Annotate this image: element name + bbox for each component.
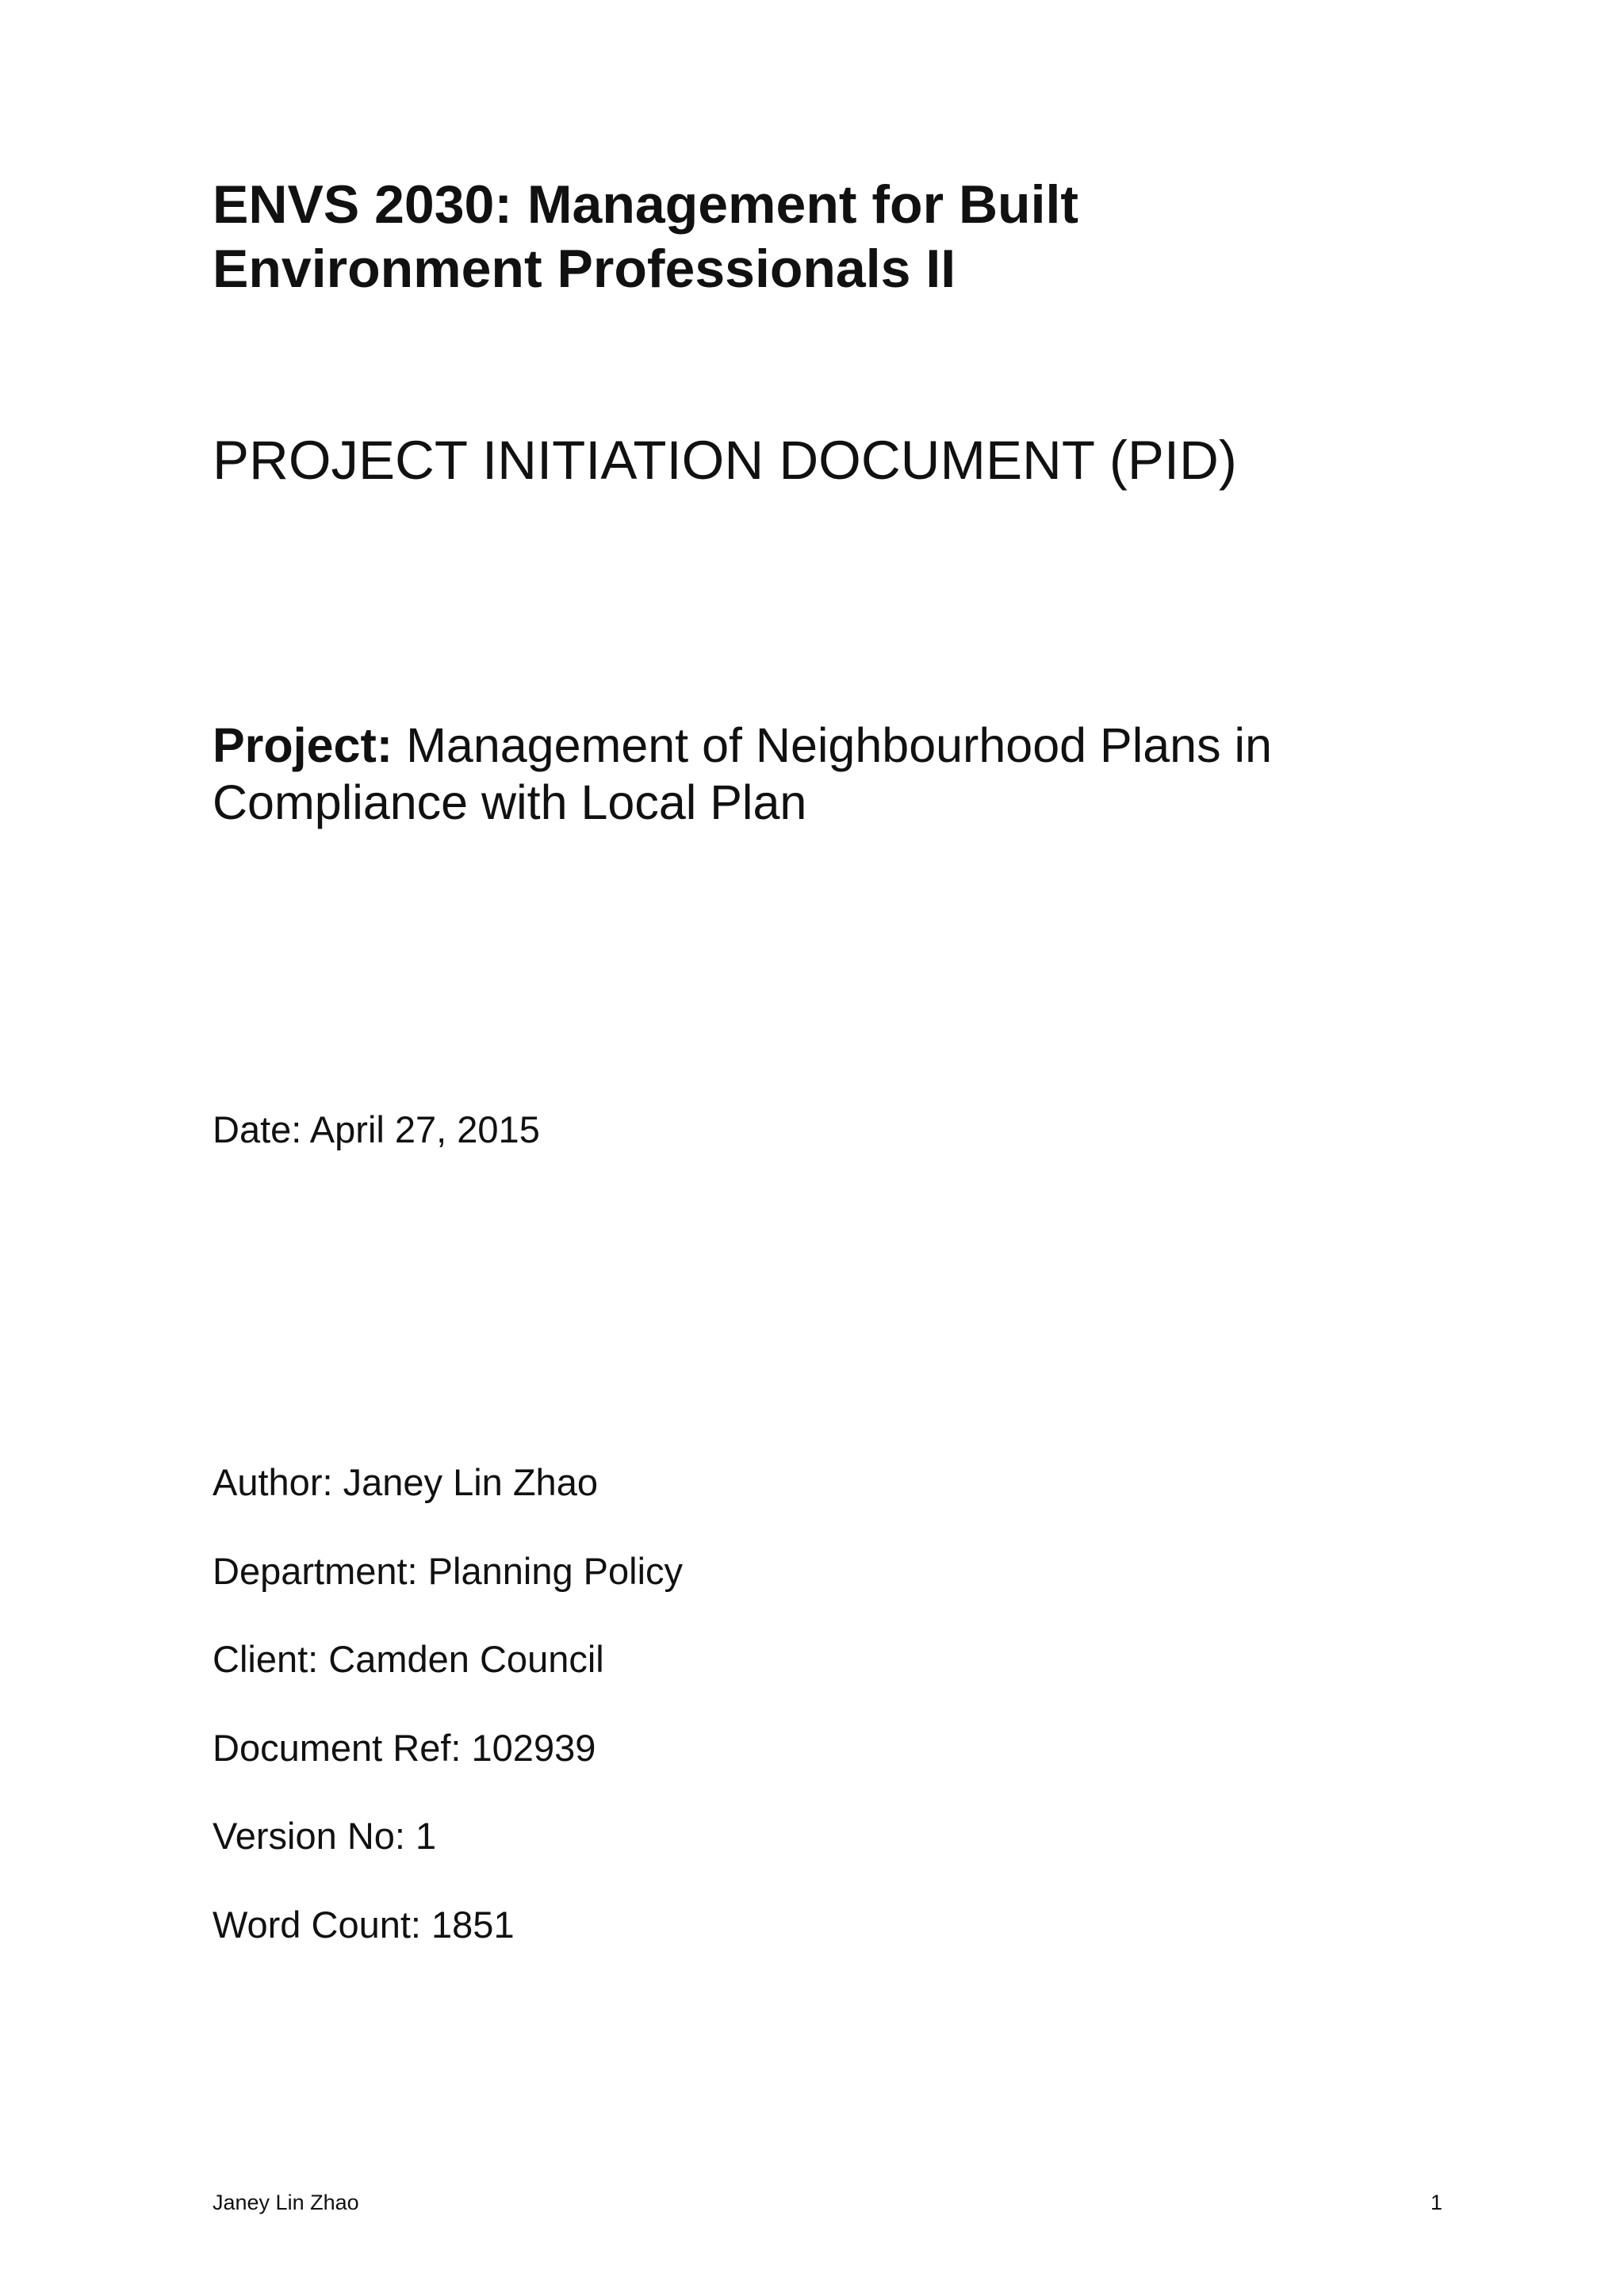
course-title-line: Environment Professionals II — [213, 239, 956, 299]
page-number: 1 — [1431, 2191, 1443, 2214]
course-title — [213, 173, 1481, 301]
project-title-text: Management of Neighbourhood Plans in — [406, 718, 1273, 772]
department-field: Department: Planning Policy — [213, 1550, 684, 1592]
document-ref-field: Document Ref: 102939 — [213, 1727, 596, 1769]
project-title-line — [213, 717, 1513, 774]
client-field: Client: Camden Council — [213, 1638, 604, 1680]
document-type-heading: PROJECT INITIATION DOCUMENT (PID) — [213, 430, 1237, 491]
document-date: Date: April 27, 2015 — [213, 1108, 540, 1150]
project-label: Project: — [213, 718, 393, 772]
footer-author: Janey Lin Zhao — [213, 2191, 359, 2214]
course-title-line: ENVS 2030: Management for Built — [213, 174, 1079, 235]
version-field: Version No: 1 — [213, 1815, 437, 1857]
project-title-text: Compliance with Local Plan — [213, 775, 807, 829]
word-count-field: Word Count: 1851 — [213, 1904, 515, 1946]
project-title — [213, 717, 1513, 831]
author-field: Author: Janey Lin Zhao — [213, 1461, 598, 1503]
